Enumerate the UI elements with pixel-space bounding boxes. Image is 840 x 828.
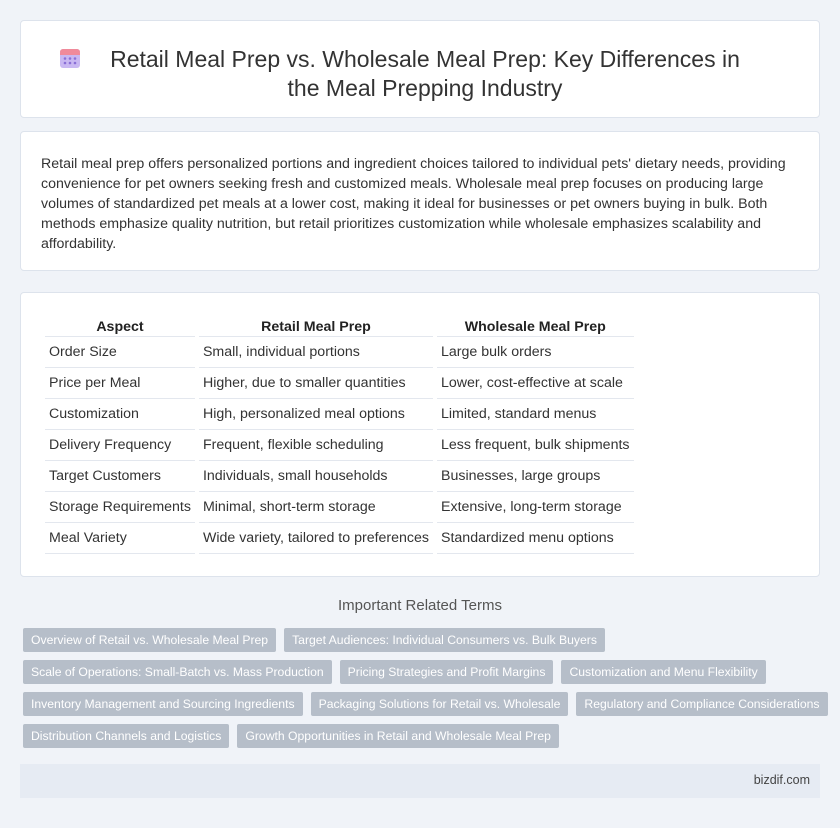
cell-wholesale: Businesses, large groups (437, 461, 633, 492)
header-retail: Retail Meal Prep (199, 317, 433, 337)
table-row (45, 430, 634, 461)
cell-retail: Frequent, flexible scheduling (199, 430, 433, 461)
related-term-tag[interactable]: Regulatory and Compliance Considerations (576, 692, 827, 716)
cell-aspect: Order Size (45, 337, 195, 368)
cell-wholesale: Standardized menu options (437, 523, 633, 554)
cell-aspect: Storage Requirements (45, 492, 195, 523)
cell-retail: High, personalized meal options (199, 399, 433, 430)
related-terms-heading: Important Related Terms (338, 597, 502, 614)
comparison-card (20, 292, 820, 577)
cell-retail: Small, individual portions (199, 337, 433, 368)
related-term-tag[interactable]: Packaging Solutions for Retail vs. Wholesale (311, 692, 569, 716)
summary-card (20, 131, 820, 271)
tag-row (23, 628, 823, 652)
cell-wholesale: Extensive, long-term storage (437, 492, 633, 523)
cell-wholesale: Less frequent, bulk shipments (437, 430, 633, 461)
table-row (45, 492, 634, 523)
cell-retail: Individuals, small households (199, 461, 433, 492)
tag-row (23, 692, 823, 716)
table-row (45, 461, 634, 492)
footer (20, 764, 820, 798)
cell-aspect: Customization (45, 399, 195, 430)
cell-wholesale: Large bulk orders (437, 337, 633, 368)
comparison-table (41, 317, 638, 554)
related-term-tag[interactable]: Overview of Retail vs. Wholesale Meal Prep (23, 628, 276, 652)
title-card (20, 20, 820, 118)
related-term-tag[interactable]: Growth Opportunities in Retail and Wholesale Meal Prep (237, 724, 559, 748)
cell-retail: Higher, due to smaller quantities (199, 368, 433, 399)
related-term-tag[interactable]: Target Audiences: Individual Consumers vs. Bulk Buyers (284, 628, 605, 652)
cell-aspect: Meal Variety (45, 523, 195, 554)
cell-retail: Wide variety, tailored to preferences (199, 523, 433, 554)
cell-aspect: Delivery Frequency (45, 430, 195, 461)
cell-retail: Minimal, short-term storage (199, 492, 433, 523)
table-header-row (45, 317, 634, 337)
related-term-tag[interactable]: Scale of Operations: Small-Batch vs. Mass Production (23, 660, 332, 684)
cell-aspect: Price per Meal (45, 368, 195, 399)
table-row (45, 399, 634, 430)
table-row (45, 523, 634, 554)
related-term-tag[interactable]: Distribution Channels and Logistics (23, 724, 229, 748)
cell-wholesale: Lower, cost-effective at scale (437, 368, 633, 399)
related-term-tag[interactable]: Customization and Menu Flexibility (561, 660, 765, 684)
page-title: Retail Meal Prep vs. Wholesale Meal Prep: Key Differences in the Meal Prepping Industry (110, 46, 740, 101)
cell-aspect: Target Customers (45, 461, 195, 492)
related-term-tag[interactable]: Inventory Management and Sourcing Ingredients (23, 692, 303, 716)
table-row (45, 337, 634, 368)
summary-text: Retail meal prep offers personalized portions and ingredient choices tailored to individual pets' dietary needs, providing convenience for pet owners seeking fresh and customized meals. Wholesale meal prep focuses on producing large volumes of standardized pet meals at a lower cost, making it ideal for businesses or pet owners buying in bulk. Both methods emphasize quality nutrition, but retail prioritizes customization while wholesale emphasizes scalability and affordability. (41, 156, 786, 252)
tag-row (23, 724, 823, 748)
header-aspect: Aspect (45, 317, 195, 337)
cell-wholesale: Limited, standard menus (437, 399, 633, 430)
related-terms-list (23, 628, 823, 756)
footer-site[interactable]: bizdif.com (753, 773, 810, 787)
related-term-tag[interactable]: Pricing Strategies and Profit Margins (340, 660, 554, 684)
header-wholesale: Wholesale Meal Prep (437, 317, 633, 337)
table-row (45, 368, 634, 399)
tag-row (23, 660, 823, 684)
